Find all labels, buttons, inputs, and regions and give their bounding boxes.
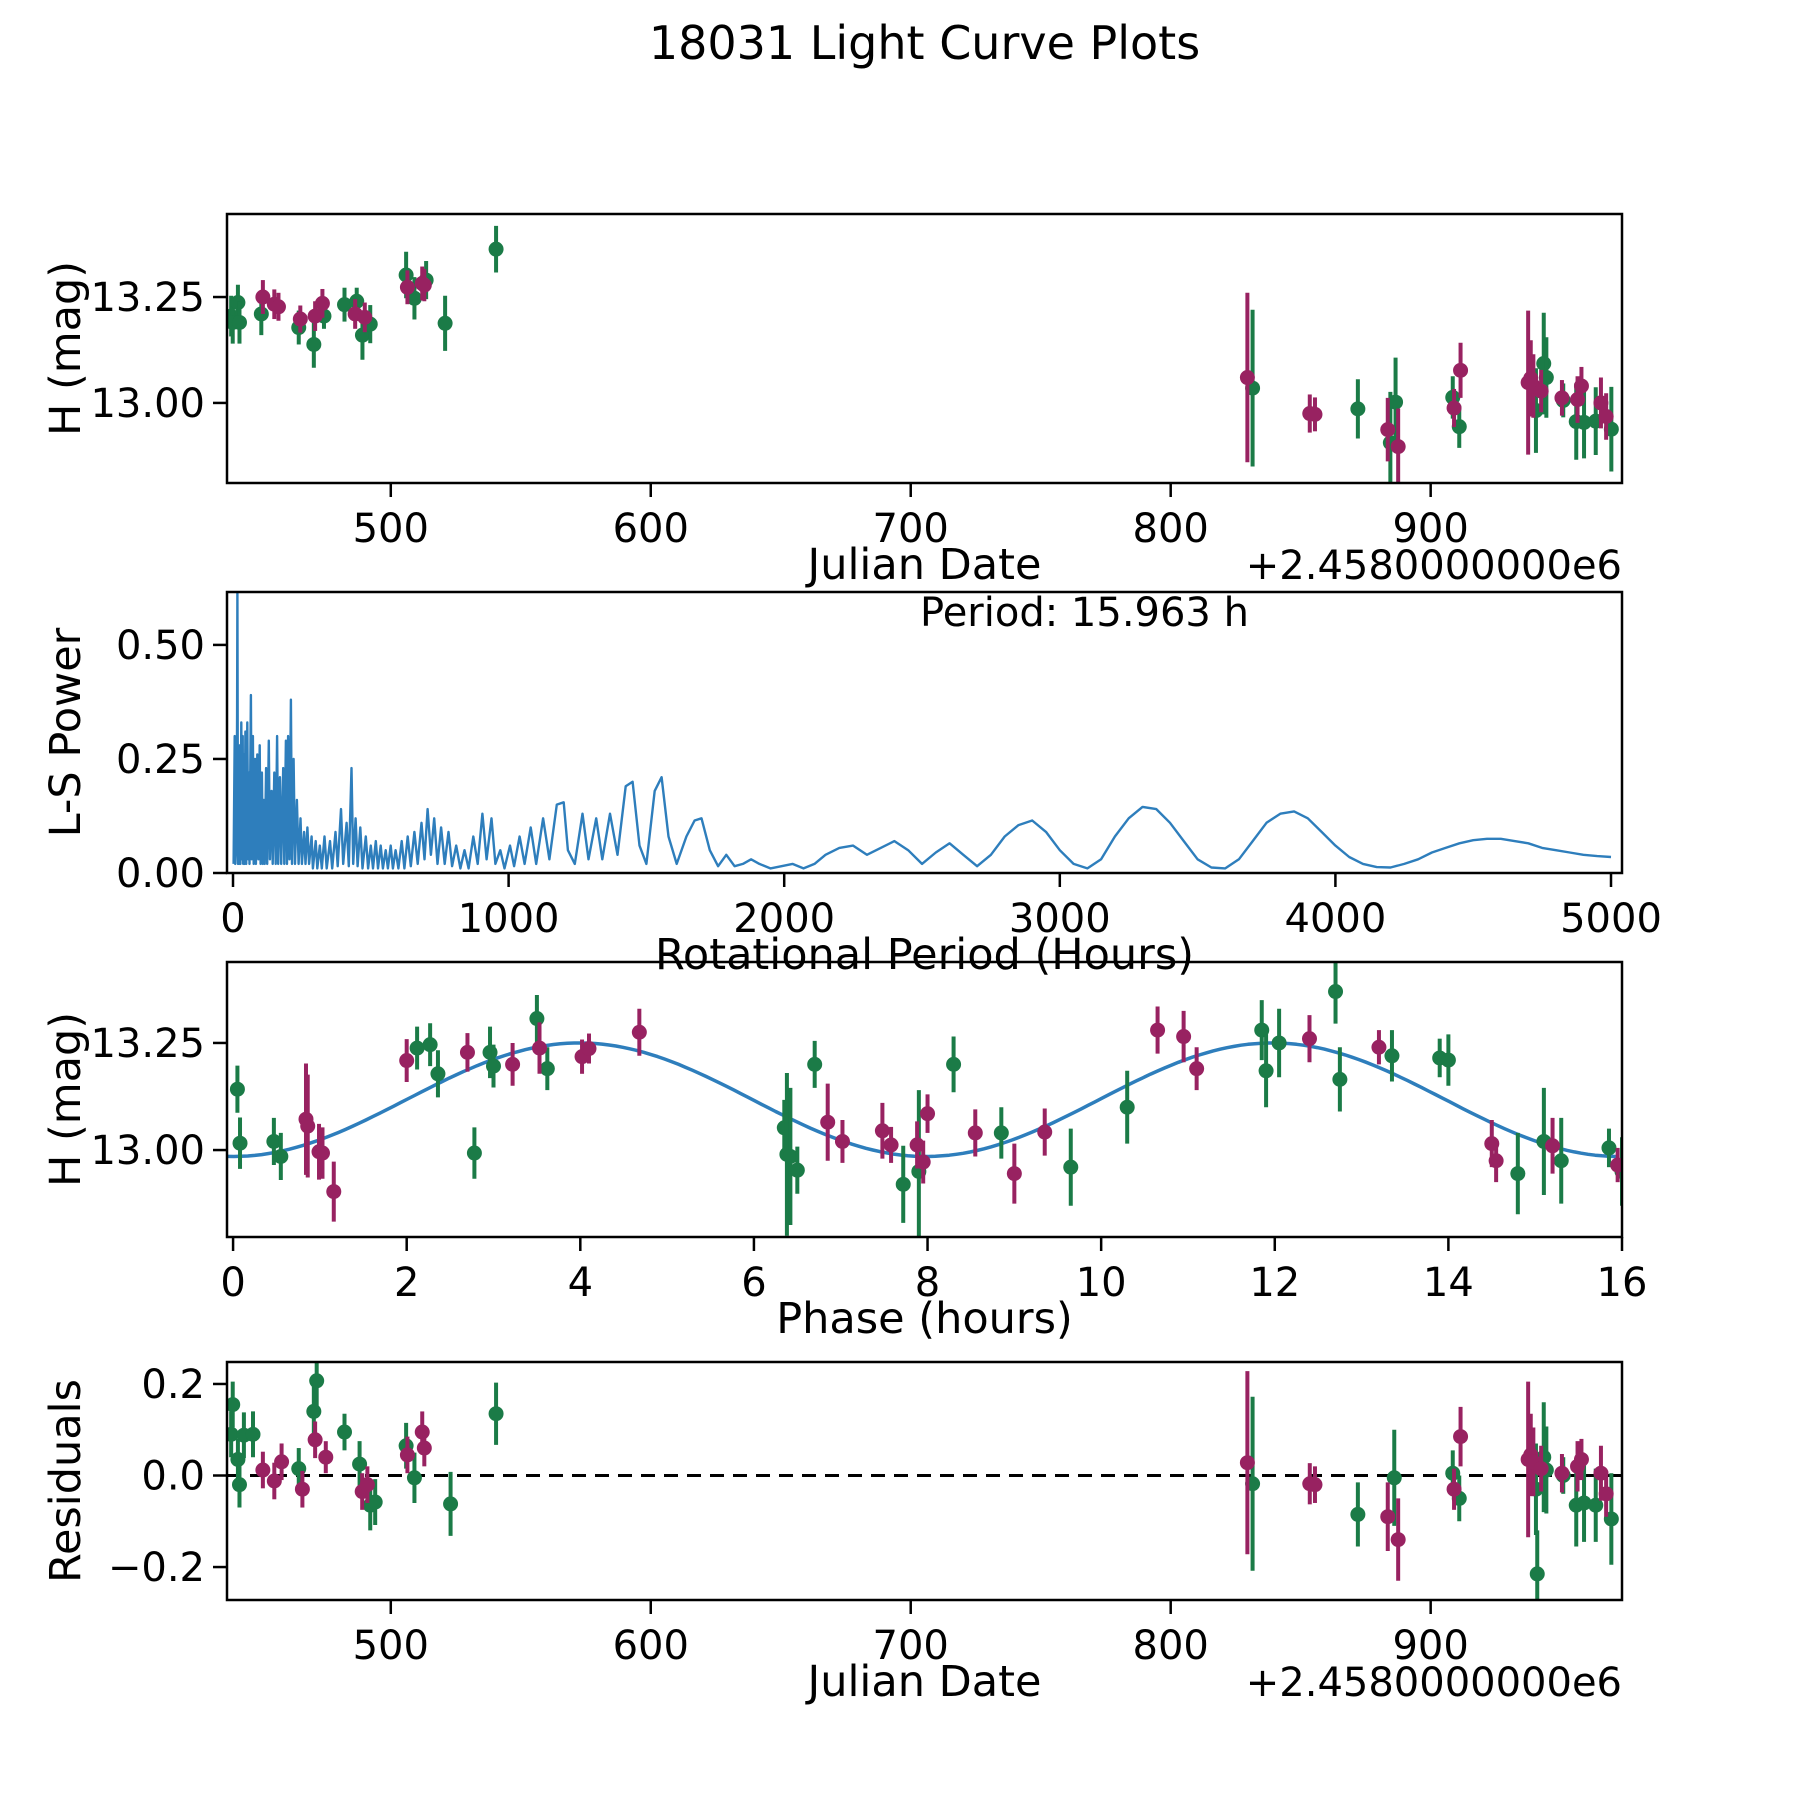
data-point: [1453, 1429, 1468, 1444]
figure-title: 18031 Light Curve Plots: [648, 16, 1201, 70]
y-axis: [41, 1362, 227, 1591]
subplot-phase-folded: [41, 959, 1647, 1344]
data-point: [271, 299, 286, 314]
series-apparition-1-green: [230, 959, 1630, 1252]
y-tick-label: 0.0: [141, 1453, 205, 1500]
x-tick-label: 2: [393, 1260, 420, 1306]
data-point: [232, 1477, 247, 1492]
subplot-periodogram: [41, 590, 1662, 980]
data-point: [300, 1119, 315, 1134]
y-tick-label: 0.50: [115, 622, 205, 669]
x-tick-label: 10: [1075, 1260, 1127, 1306]
data-point: [293, 312, 308, 327]
data-point: [1554, 390, 1569, 405]
data-point: [916, 1155, 931, 1170]
data-point: [807, 1057, 822, 1072]
series-apparition-2-magenta: [255, 267, 1613, 485]
data-point: [417, 278, 432, 293]
x-tick-label: 1000: [457, 896, 560, 942]
data-point: [1259, 1063, 1274, 1078]
data-point: [415, 1425, 430, 1440]
data-point: [1189, 1061, 1204, 1076]
data-point: [581, 1041, 596, 1056]
data-point: [1380, 422, 1395, 437]
data-point: [505, 1057, 520, 1072]
data-point: [326, 1184, 341, 1199]
y-tick-label: 13.00: [90, 380, 205, 427]
data-point: [295, 1482, 310, 1497]
data-point: [315, 296, 330, 311]
data-point: [438, 316, 453, 331]
axis-offset-text: +2.4580000000e6: [1245, 1660, 1622, 1706]
data-point: [1063, 1160, 1078, 1175]
data-point: [968, 1125, 983, 1140]
data-point: [1574, 378, 1589, 393]
data-point: [1350, 1507, 1365, 1522]
data-point: [255, 1463, 270, 1478]
data-point: [1489, 1153, 1504, 1168]
data-point: [632, 1025, 647, 1040]
y-tick-label: 13.00: [90, 1128, 205, 1175]
data-point: [267, 1474, 282, 1489]
x-axis-label: Phase (hours): [776, 1294, 1073, 1344]
data-point: [273, 1149, 288, 1164]
period-annotation: Period: 15.963 h: [920, 590, 1249, 636]
data-point: [1332, 1072, 1347, 1087]
data-point: [1545, 1138, 1560, 1153]
data-point: [1536, 356, 1551, 371]
data-point: [1388, 395, 1403, 410]
y-tick-label: −0.2: [107, 1545, 205, 1592]
y-tick-label: 0.2: [141, 1361, 205, 1408]
data-point: [790, 1163, 805, 1178]
data-point: [1272, 1035, 1287, 1050]
x-tick-label: 600: [612, 1623, 689, 1669]
x-tick-label: 900: [1392, 1623, 1469, 1669]
x-axis-label: Rotational Period (Hours): [654, 930, 1195, 980]
y-axis: [41, 1012, 227, 1187]
data-point: [417, 1441, 432, 1456]
x-tick-label: 12: [1249, 1260, 1301, 1306]
data-point: [306, 337, 321, 352]
x-tick-label: 6: [741, 1260, 767, 1306]
data-point: [1150, 1023, 1165, 1038]
axes-spines: [227, 214, 1622, 483]
x-tick-label: 500: [352, 1623, 429, 1669]
x-tick-label: 0: [220, 896, 246, 942]
data-point: [308, 309, 323, 324]
x-tick-label: 700: [872, 506, 949, 552]
data-point: [1380, 1509, 1395, 1524]
data-point: [1599, 1486, 1614, 1501]
data-point: [1302, 1031, 1317, 1046]
data-point: [467, 1146, 482, 1161]
data-point: [489, 1406, 504, 1421]
x-tick-label: 600: [612, 506, 689, 552]
data-point: [1447, 1482, 1462, 1497]
data-point: [308, 1432, 323, 1447]
x-axis: [353, 1600, 1622, 1707]
data-point: [1371, 1040, 1386, 1055]
data-point: [896, 1177, 911, 1192]
x-tick-label: 4: [567, 1260, 594, 1306]
data-point: [875, 1123, 890, 1138]
subplot-light-curve: [41, 214, 1622, 590]
x-tick-label: 800: [1132, 1623, 1209, 1669]
y-tick-label: 13.25: [90, 1020, 205, 1067]
data-point: [540, 1061, 555, 1076]
x-tick-label: 16: [1596, 1260, 1648, 1306]
subplot-residuals: [41, 1353, 1622, 1707]
data-point: [430, 1066, 445, 1081]
data-point: [1037, 1125, 1052, 1140]
data-point: [460, 1045, 475, 1060]
y-axis-label: Residuals: [41, 1379, 91, 1583]
light-curve-plot-area: [224, 226, 1619, 494]
x-tick-label: 700: [872, 1623, 949, 1669]
data-point: [306, 1404, 321, 1419]
data-point: [946, 1057, 961, 1072]
data-point: [274, 1454, 289, 1469]
data-point: [486, 1059, 501, 1074]
x-tick-label: 800: [1132, 506, 1209, 552]
data-point: [318, 1450, 333, 1465]
x-axis: [353, 483, 1622, 590]
data-point: [1391, 1532, 1406, 1547]
data-point: [820, 1115, 835, 1130]
y-tick-label: 13.25: [90, 275, 205, 322]
y-axis: [41, 623, 227, 897]
data-point: [1601, 1140, 1616, 1155]
data-point: [1530, 1566, 1545, 1581]
data-point: [1534, 1461, 1549, 1476]
data-point: [835, 1134, 850, 1149]
data-point: [357, 310, 372, 325]
data-point: [443, 1496, 458, 1511]
data-point: [532, 1041, 547, 1056]
x-tick-label: 3000: [1008, 896, 1111, 942]
data-point: [1007, 1166, 1022, 1181]
data-point: [1384, 1048, 1399, 1063]
data-point: [1447, 401, 1462, 416]
data-point: [1554, 1153, 1569, 1168]
x-tick-label: 5000: [1560, 896, 1662, 942]
data-point: [423, 1037, 438, 1052]
series-apparition-2-magenta: [298, 1007, 1625, 1222]
data-point: [245, 1427, 260, 1442]
data-point: [1120, 1100, 1135, 1115]
axes-spines: [227, 1362, 1622, 1600]
y-tick-label: 0.25: [115, 736, 205, 783]
data-point: [1307, 1477, 1322, 1492]
data-point: [1599, 409, 1614, 424]
data-point: [309, 1373, 324, 1388]
x-axis: [220, 873, 1662, 980]
y-axis-label: H (mag): [41, 260, 91, 437]
data-point: [1240, 1455, 1255, 1470]
data-point: [233, 1136, 248, 1151]
x-axis-label: Julian Date: [807, 540, 1042, 590]
x-tick-label: 0: [220, 1260, 246, 1306]
x-axis-label: Julian Date: [807, 1657, 1042, 1707]
data-point: [337, 1425, 352, 1440]
phase-folded-plot-area: [227, 959, 1630, 1252]
data-point: [399, 1053, 414, 1068]
axes-spines: [227, 962, 1622, 1237]
data-point: [529, 1011, 544, 1026]
data-point: [410, 1041, 425, 1056]
residuals-plot-area: [224, 1353, 1622, 1617]
y-axis-label: H (mag): [41, 1011, 91, 1188]
data-point: [920, 1106, 935, 1121]
x-tick-label: 14: [1422, 1260, 1474, 1306]
data-point: [360, 1477, 375, 1492]
data-point: [1534, 384, 1549, 399]
x-tick-label: 900: [1392, 506, 1469, 552]
x-tick-label: 8: [914, 1260, 941, 1306]
data-point: [1391, 439, 1406, 454]
y-axis-label: L-S Power: [41, 627, 91, 838]
data-point: [1240, 370, 1255, 385]
data-point: [1328, 984, 1343, 999]
data-point: [230, 1082, 245, 1097]
series-apparition-1-green: [224, 226, 1619, 494]
axis-offset-text: +2.4580000000e6: [1245, 543, 1622, 589]
data-point: [994, 1125, 1009, 1140]
data-point: [400, 280, 415, 295]
y-axis: [41, 261, 227, 436]
data-point: [368, 1495, 383, 1510]
data-point: [232, 315, 247, 330]
data-point: [400, 1447, 415, 1462]
series-apparition-1-green: [224, 1353, 1619, 1617]
data-point: [1574, 1452, 1589, 1467]
x-tick-label: 2000: [733, 896, 836, 942]
data-point: [1453, 363, 1468, 378]
y-tick-label: 0.00: [115, 851, 205, 897]
data-point: [352, 1457, 367, 1472]
data-point: [1510, 1166, 1525, 1181]
data-point: [1307, 407, 1322, 422]
x-axis: [220, 1237, 1647, 1344]
data-point: [884, 1137, 899, 1152]
x-tick-label: 4000: [1284, 896, 1387, 942]
data-point: [489, 242, 504, 257]
data-point: [1441, 1053, 1456, 1068]
data-point: [1176, 1029, 1191, 1044]
x-tick-label: 500: [352, 506, 429, 552]
data-point: [1350, 401, 1365, 416]
data-point: [315, 1146, 330, 1161]
data-point: [1554, 1466, 1569, 1481]
